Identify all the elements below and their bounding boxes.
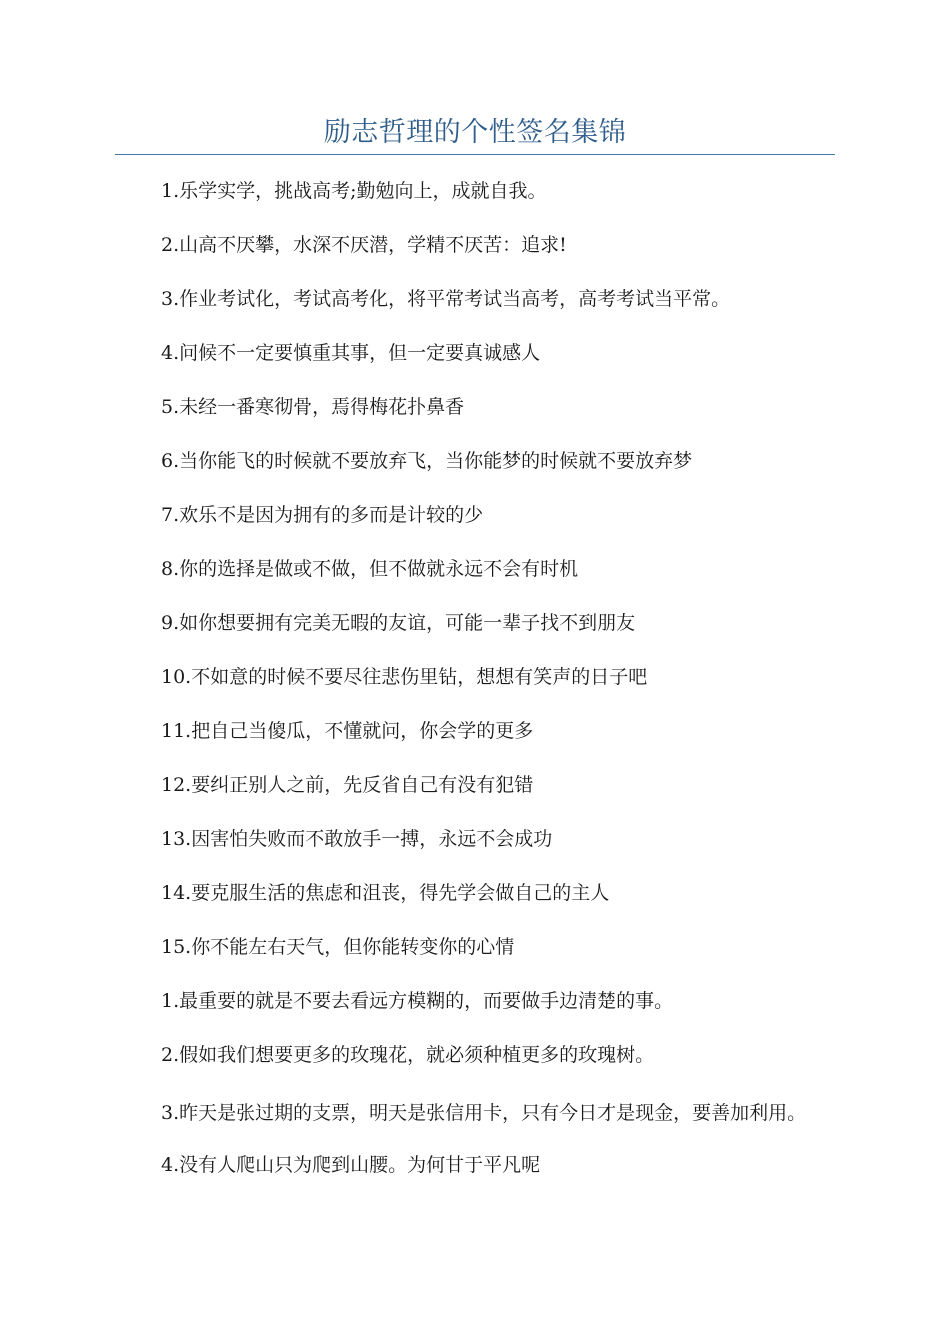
paragraph: 1.乐学实学，挑战高考;勤勉向上，成就自我。 — [161, 180, 547, 202]
paragraph: 10.不如意的时候不要尽往悲伤里钻，想想有笑声的日子吧 — [161, 666, 648, 688]
paragraph: 4.问候不一定要慎重其事，但一定要真诚感人 — [161, 342, 541, 364]
paragraph: 8.你的选择是做或不做，但不做就永远不会有时机 — [161, 558, 579, 580]
paragraph: 14.要克服生活的焦虑和沮丧，得先学会做自己的主人 — [161, 882, 610, 904]
document-title: 励志哲理的个性签名集锦 — [323, 117, 627, 148]
paragraph: 5.未经一番寒彻骨，焉得梅花扑鼻香 — [161, 396, 465, 418]
document-body — [115, 177, 835, 1205]
paragraph: 2.假如我们想要更多的玫瑰花，就必须种植更多的玫瑰树。 — [161, 1044, 655, 1066]
paragraph: 11.把自己当傻瓜，不懂就问，你会学的更多 — [161, 720, 534, 742]
paragraph: 2.山高不厌攀，水深不厌潜，学精不厌苦：追求! — [161, 234, 567, 256]
paragraph: 3.作业考试化，考试高考化，将平常考试当高考，高考考试当平常。 — [161, 288, 731, 310]
title-underline — [115, 154, 835, 155]
paragraph: 9.如你想要拥有完美无暇的友谊，可能一辈子找不到朋友 — [161, 612, 636, 634]
paragraph: 4.没有人爬山只为爬到山腰。为何甘于平凡呢 — [161, 1154, 541, 1176]
paragraph: 12.要纠正别人之前，先反省自己有没有犯错 — [161, 774, 534, 796]
paragraph: 6.当你能飞的时候就不要放弃飞，当你能梦的时候就不要放弃梦 — [161, 450, 693, 472]
paragraph: 15.你不能左右天气，但你能转变你的心情 — [161, 936, 515, 958]
paragraph: 3.昨天是张过期的支票，明天是张信用卡，只有今日才是现金，要善加利用。 — [161, 1102, 807, 1124]
paragraph: 13.因害怕失败而不敢放手一搏，永远不会成功 — [161, 828, 553, 850]
paragraph: 1.最重要的就是不要去看远方模糊的，而要做手边清楚的事。 — [161, 990, 674, 1012]
paragraph: 7.欢乐不是因为拥有的多而是计较的少 — [161, 504, 484, 526]
